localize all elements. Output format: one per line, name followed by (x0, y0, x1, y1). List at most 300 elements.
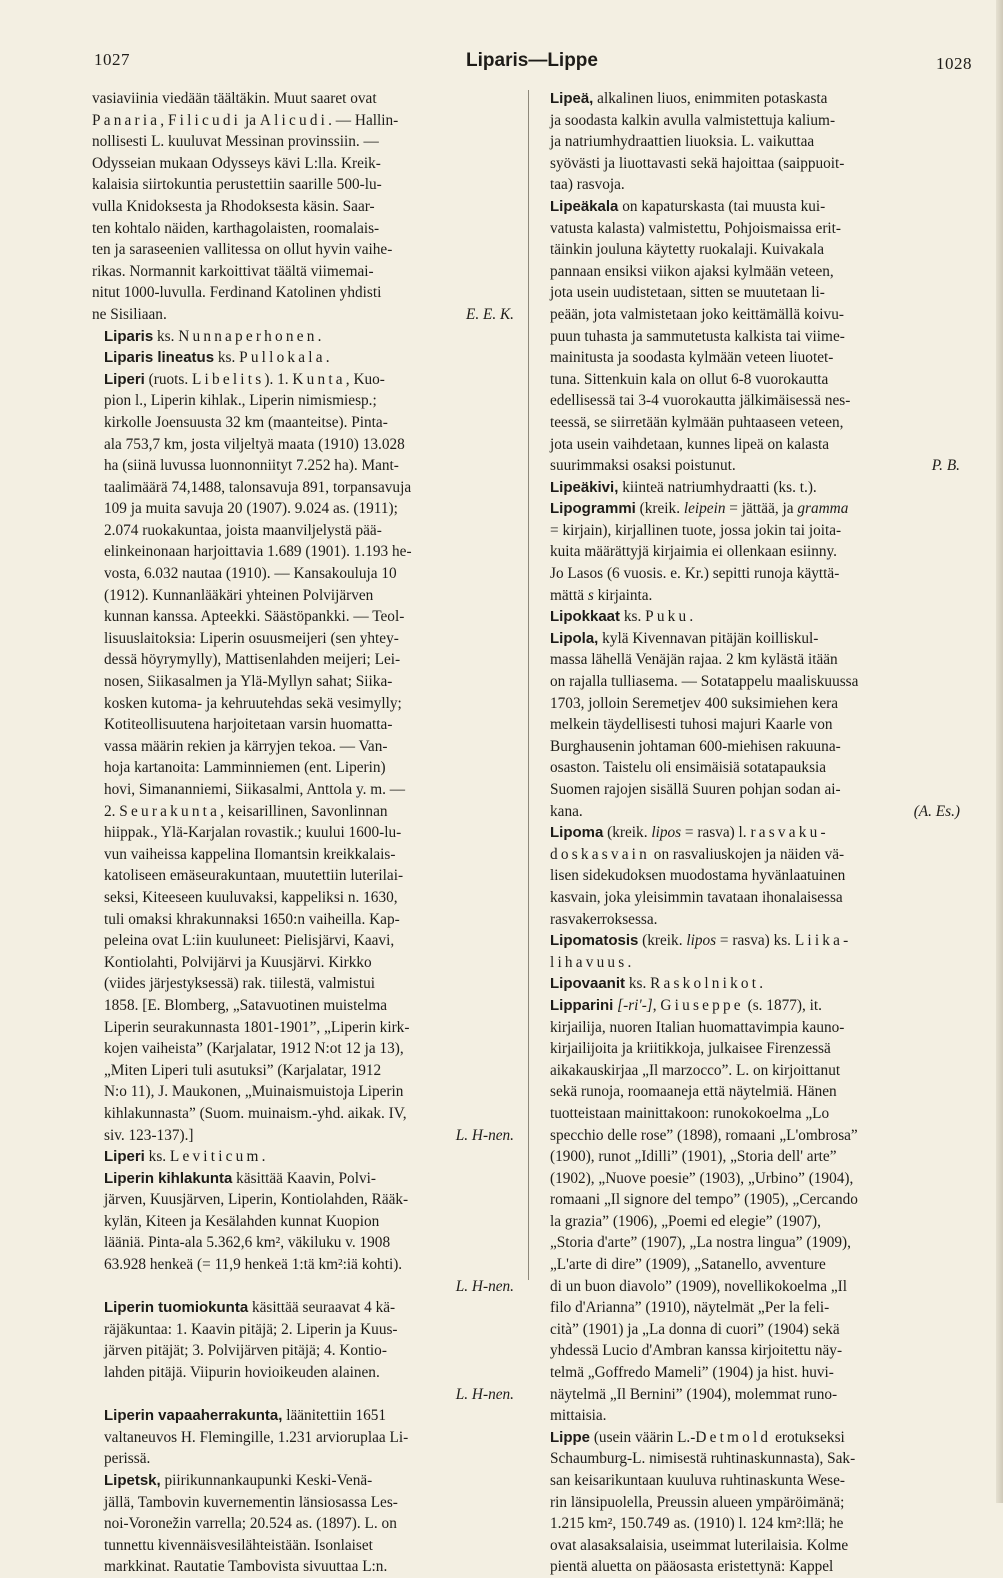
entry-paragraph (538, 1427, 966, 1578)
text-run: on rasvaliuskojen ja näiden vä- (649, 845, 845, 863)
text-run: pientä aluetta on pääosasta eristettynä: Kappel (550, 1558, 834, 1576)
text-line (92, 1276, 520, 1298)
text-run: markkinat. Rautatie Tambovista sivuuttaa L:n. (104, 1558, 388, 1576)
entry-headword: Lipoma (550, 824, 604, 842)
text-run: melkein täydellisesti tuhosi majuri Kaarle von (550, 716, 833, 734)
text-line (538, 1556, 966, 1578)
text-run: Panaria (92, 111, 161, 129)
text-line (92, 326, 520, 348)
text-line (538, 369, 966, 391)
text-run: Burghausenin johtaman 600-miehisen rakuuna- (550, 737, 841, 755)
text-line (538, 952, 966, 974)
entry-headword: Lipovaanit (550, 975, 626, 993)
text-line (92, 1405, 520, 1427)
text-line (538, 779, 966, 801)
text-run: kirjailijoita ja kriitikkoja, julkaisee Firenzessä (550, 1040, 831, 1058)
text-run: Odysseian mukaan Odysseys kävi L:lla. Kreik- (92, 154, 381, 172)
text-line (92, 779, 520, 801)
text-line (92, 1362, 520, 1384)
author-signature: L. H-nen. (455, 1385, 514, 1403)
text-run: rikas. Normannit karkoittivat täältä viimemai- (92, 262, 374, 280)
text-run: tunnettu kivennäisvesilähteistään. Isonlaiset (104, 1536, 373, 1554)
text-run: ja soodasta kalkin avulla valmistettuja kalium- (550, 111, 836, 129)
entry-headword: Liparis (104, 327, 154, 345)
text-line (92, 455, 520, 477)
text-run: ks. (625, 975, 651, 993)
text-line (538, 304, 966, 326)
text-line (538, 1254, 966, 1276)
entry-headword: Lipokkaat (550, 608, 621, 626)
text-run: hoja kartanoita: Lamminniemen (ent. Liperin) (104, 759, 386, 777)
text-run: Kunta (292, 370, 346, 388)
text-line (92, 347, 520, 369)
text-line (92, 1556, 520, 1578)
text-run: (1900), runot „Idilli” (1901), „Storia dell' arte” (550, 1148, 837, 1166)
author-signature: L. H-nen. (455, 1126, 514, 1144)
text-line (538, 131, 966, 153)
text-line (538, 736, 966, 758)
text-line (92, 1319, 520, 1341)
text-run: (kreik. (635, 500, 684, 518)
entry-paragraph (538, 822, 966, 930)
text-line (92, 1081, 520, 1103)
text-run: = jättää, ja (725, 500, 798, 518)
text-line (92, 930, 520, 952)
entry-headword: Liparis lineatus (104, 349, 215, 367)
entry-paragraph (538, 498, 966, 606)
text-line (92, 1060, 520, 1082)
text-run: Alicudi (259, 111, 329, 129)
text-run: suurimmaksi osaksi poistunut. (550, 457, 736, 475)
text-line (538, 844, 966, 866)
text-run: mittaisia. (550, 1407, 607, 1425)
text-line (538, 1038, 966, 1060)
entry-headword: Lipola, (550, 629, 599, 647)
text-line (538, 434, 966, 456)
text-run: ja natriumhydraattien liuoksia. L. vaikuttaa (550, 133, 815, 151)
text-run: vun vaiheissa kappelina Ilomantsin kreikkalais- (104, 845, 396, 863)
entry-headword: Lipeä, (550, 90, 594, 107)
text-run: ks. (144, 1148, 170, 1166)
text-line (92, 606, 520, 628)
text-run: (usein väärin L.- (590, 1428, 696, 1446)
text-run: ten kohtalo näiden, karthagolaisten, roomalais- (92, 219, 380, 237)
text-line (92, 1513, 520, 1535)
entry-headword: Lipetsk, (104, 1472, 161, 1489)
text-run: (s. 1877), it. (743, 996, 822, 1014)
text-line (92, 131, 520, 153)
text-run: lahden pitäjä. Viipurin hovioikeuden alainen. (104, 1364, 380, 1382)
entry-paragraph (538, 973, 966, 995)
text-line (538, 1405, 966, 1427)
text-run: peään, jota valmistetaan joko keittämällä koivu- (550, 305, 844, 323)
text-run: , (652, 996, 661, 1014)
text-run: kojen vaiheista” (Karjalatar, 1912 N:ot 12 ja 13), (104, 1040, 404, 1058)
text-run: täinkin jouluna käytetty ruokalaji. Kuivakala (550, 241, 824, 259)
text-run: specchio delle rose” (1898), romaani „L'ombrosa” (550, 1126, 858, 1144)
text-line (538, 218, 966, 240)
text-line (538, 174, 966, 196)
text-run: on kapaturskasta (tai muusta kui- (618, 197, 826, 215)
text-line (538, 1168, 966, 1190)
text-run: (kreik. (638, 932, 687, 950)
text-run: kiinteä natriumhydraatti (ks. t.). (618, 478, 817, 496)
text-line (92, 1340, 520, 1362)
text-line (92, 153, 520, 175)
text-run: erotukseksi (771, 1428, 845, 1446)
text-run: Filicudi (167, 111, 242, 129)
text-run: jota usein vaihdetaan, kunnes lipeä on kalasta (550, 435, 830, 453)
text-line (92, 369, 520, 391)
column-divider (528, 90, 529, 1280)
right-column (538, 88, 966, 1578)
text-run: lipos (651, 824, 682, 842)
text-line (92, 865, 520, 887)
entry-paragraph (92, 1405, 520, 1470)
text-run: taa) rasvoja. (550, 176, 625, 194)
text-run: 1703, jolloin Seremetjev 400 suksimiehen kera (550, 694, 839, 712)
text-line (538, 153, 966, 175)
text-run: taalimäärä 74,1488, talonsavuja 891, torpansavuja (104, 478, 412, 496)
text-line (538, 1340, 966, 1362)
text-line (92, 541, 520, 563)
text-line (92, 282, 520, 304)
text-run: vasiaviinia viedään täältäkin. Muut saaret ovat (92, 90, 377, 107)
text-line (538, 585, 966, 607)
text-line (92, 1297, 520, 1319)
text-line (92, 434, 520, 456)
text-run: kylän, Kiteen ja Kesälahden kunnat Kuopion (104, 1212, 380, 1230)
text-run: ja (241, 111, 260, 129)
text-run: . (759, 975, 764, 993)
text-run: lääniä. Pinta-ala 5.362,6 km², väkiluku v. 1908 (104, 1234, 391, 1252)
text-run: kirjailija, nuoren Italian huomattavimpia kauno- (550, 1018, 845, 1036)
text-run: Jo Lasos (6 vuosis. e. Kr.) sepitti runoja käyttä- (550, 565, 840, 583)
text-run: nollisesti L. kuuluvat Messinan provinssiin. — (92, 133, 379, 151)
text-line (538, 455, 966, 477)
text-run: alkalinen liuos, enimmiten potaskasta (593, 90, 828, 107)
entry-paragraph (92, 1168, 520, 1298)
text-line (538, 477, 966, 499)
text-line (538, 909, 966, 931)
text-run: kihlakunnasta” (Suom. muinaism.-yhd. aikak. IV, (104, 1104, 407, 1122)
text-line (538, 995, 966, 1017)
text-line (92, 196, 520, 218)
text-run: pion l., Liperin kihlak., Liperin nimismiesp.; (104, 392, 377, 410)
text-run: vulla Knidoksesta ja Rhodoksesta käsin. Saar- (92, 197, 375, 215)
text-run: = rasva) ks. (716, 932, 795, 950)
text-line (92, 1017, 520, 1039)
text-run: 2.074 ruokakuntaa, joista maanviljelystä pää- (104, 521, 382, 539)
text-line (92, 714, 520, 736)
entry-headword: Lipeäkivi, (550, 478, 619, 496)
text-run: noi-Voronežin varrella; 20.524 as. (1897). L. on (104, 1515, 397, 1533)
entry-paragraph (538, 930, 966, 973)
text-run: osaston. Taistelu oli ensimäisiä sotatapauksia (550, 759, 827, 777)
text-run: teessä, se siirretään kylmään puhtaaseen veteen, (550, 413, 844, 431)
text-line (538, 196, 966, 218)
text-run: piirikunnankaupunki Keski-Venä- (160, 1472, 373, 1489)
text-line (538, 1427, 966, 1449)
text-run: kylä Kivennavan pitäjän koilliskul- (598, 629, 819, 647)
text-line (538, 1232, 966, 1254)
entry-headword: Lipparini (550, 996, 614, 1014)
running-title: Liparis—Lippe (466, 50, 598, 71)
text-run: (kreik. (603, 824, 652, 842)
entry-headword: Lipogrammi (550, 500, 636, 518)
author-signature: (A. Es.) (913, 802, 960, 820)
text-line (92, 1232, 520, 1254)
text-run: ks. (214, 349, 240, 367)
text-line (538, 1297, 966, 1319)
text-run: aikakauskirjaa „Il marzocco”. L. on kirjoittanut (550, 1061, 841, 1079)
text-run: ks. (620, 608, 646, 626)
text-line (538, 498, 966, 520)
text-run: sekä runoja, roomaaneja että näytelmiä. Hänen (550, 1083, 837, 1101)
text-line (92, 498, 520, 520)
text-line (538, 261, 966, 283)
text-run: (viides järjestyksessä) rak. tiilestä, valmistui (104, 975, 376, 993)
text-line (538, 887, 966, 909)
text-line (538, 390, 966, 412)
entry-paragraph (92, 1297, 520, 1405)
text-run: cità” (1901) ja „La donna di cuori” (1904) sekä (550, 1320, 840, 1338)
text-line (538, 649, 966, 671)
text-line (92, 844, 520, 866)
text-run: . (689, 608, 694, 626)
text-run: „Storia d'arte” (1907), „La nostra lingua” (1909), (550, 1234, 851, 1252)
entry-paragraph (538, 628, 966, 822)
text-line (538, 1060, 966, 1082)
text-run: nitut 1000-luvulla. Ferdinand Katolinen yhdisti (92, 284, 382, 302)
entry-paragraph (92, 1146, 520, 1168)
text-run: leipein (683, 500, 726, 518)
text-run: 1.215 km², 150.749 as. (1910) l. 124 km²:llä; he (550, 1515, 844, 1533)
text-line (92, 887, 520, 909)
text-run: . (261, 1148, 266, 1166)
text-run: , (160, 111, 168, 129)
text-run: räjäkuntaa: 1. Kaavin pitäjä; 2. Liperin ja Kuus- (104, 1320, 398, 1338)
text-run: (1902), „Nuove poesie” (1903), „Urbino” (1904), (550, 1169, 854, 1187)
text-line (92, 1125, 520, 1147)
text-run: mättä (550, 586, 588, 604)
text-run: lisen sidekudoksen muodostama hyvänlaatuinen (550, 867, 846, 885)
text-run: hovi, Simananniemi, Siikasalmi, Anttola y. m. — (104, 781, 406, 798)
text-run: puun tuhasta ja sammutetusta kalkista tai viime- (550, 327, 845, 345)
text-run: = kirjain), kirjallinen tuote, jossa jokin tai joita- (550, 521, 842, 539)
text-run: lisuuslaitoksia: Liperin osuusmeijeri (sen yhtey- (104, 629, 399, 647)
text-run: rasvaku- (750, 824, 829, 842)
text-run: , keisarillinen, Savonlinnan (220, 802, 388, 820)
text-run: Kotiteollisuutena harjoitetaan varsin huomatta- (104, 716, 393, 734)
text-line (538, 973, 966, 995)
text-line (92, 671, 520, 693)
text-line (538, 606, 966, 628)
text-line (538, 1535, 966, 1557)
text-run: „Miten Liperi tuli asutuksi” (Karjalatar, 1912 (104, 1061, 382, 1079)
text-run: Nunnaperhonen (178, 327, 318, 345)
text-line (538, 520, 966, 542)
entry-paragraph (538, 995, 966, 1427)
text-line (92, 1427, 520, 1449)
text-line (92, 585, 520, 607)
text-run: seksi, Kiteeseen kuuluvaksi, kappeliksi n. 1630, (104, 888, 398, 906)
text-run: Pullokala (239, 349, 326, 367)
text-line (92, 995, 520, 1017)
text-run: Liika- (794, 932, 852, 950)
text-run: ala 753,7 km, josta viljeltyä maata (1910) 13.028 (104, 435, 405, 453)
text-run: Detmold (695, 1428, 772, 1446)
text-line (92, 261, 520, 283)
entry-paragraph (92, 347, 520, 369)
text-line (92, 736, 520, 758)
text-run: jällä, Tambovin kuvernementin länsiosassa Les- (104, 1493, 398, 1511)
text-line (92, 390, 520, 412)
text-run: ten ja saraseenien vallitessa on ollut hyvin vaihe- (92, 241, 393, 259)
text-run: 109 ja muita savuja 20 (1907). 9.024 as. (1911); (104, 500, 398, 518)
entry-headword: Liperin kihlakunta (104, 1169, 233, 1187)
author-signature: P. B. (931, 457, 960, 475)
text-run: elinkeinonaan harjoittavia 1.689 (1901). 1.193 he- (104, 543, 412, 561)
text-run: käsittää Kaavin, Polvi- (232, 1169, 376, 1187)
text-run: näytelmä „Il Bernini” (1904), molemmat runo- (550, 1385, 838, 1403)
text-run: san keisarikuntaan kuuluva ruhtinaskunta Wese- (550, 1472, 845, 1489)
text-run: ks. (153, 327, 179, 345)
text-run: rin länsipuolella, Preussin alueen ympäröimänä; (550, 1493, 845, 1511)
entry-paragraph (538, 477, 966, 499)
text-line (92, 477, 520, 499)
text-line (538, 1384, 966, 1406)
text-line (92, 412, 520, 434)
text-line (538, 714, 966, 736)
text-line (538, 347, 966, 369)
text-run: käsittää seuraavat 4 kä- (248, 1299, 396, 1317)
text-line (92, 520, 520, 542)
entry-paragraph (92, 369, 520, 1146)
text-run: Libelits (192, 370, 265, 388)
text-line (538, 563, 966, 585)
text-line (538, 1276, 966, 1298)
text-run: doskasvain (550, 845, 650, 863)
text-line (92, 1146, 520, 1168)
entry-headword: Liperin tuomiokunta (104, 1299, 249, 1317)
text-line (538, 1513, 966, 1535)
text-run: N:o 11), J. Maukonen, „Muinaismuistoja Liperin (104, 1083, 404, 1101)
text-run: (1912). Kunnanlääkäri yhteinen Polvijärven (104, 586, 374, 604)
text-line (538, 757, 966, 779)
text-line (538, 865, 966, 887)
text-run: kirkolle Joensuusta 32 km (maanteitse). Pinta- (104, 413, 388, 431)
text-run: . — Hallin- (328, 111, 399, 129)
text-line (538, 1448, 966, 1470)
text-run: Puku (645, 608, 690, 626)
entry-headword: Lipomatosis (550, 932, 639, 950)
text-run: Schaumburg-L. nimisestä ruhtinaskunnasta), Sak- (550, 1450, 856, 1468)
text-line (92, 1384, 520, 1406)
text-run: . (325, 349, 330, 367)
text-run: vassa määrin rekien ja kärryjen tekoa. — Van- (104, 737, 388, 755)
entry-headword: Lipeäkala (550, 197, 619, 215)
text-run: massa lähellä Venäjän rajaa. 2 km kylästä itään (550, 651, 838, 669)
text-line (538, 693, 966, 715)
text-run: järven pitäjät; 3. Polvijärven pitäjä; 4. Kontio- (104, 1342, 387, 1360)
text-line (92, 218, 520, 240)
left-column (92, 88, 520, 1578)
text-run: Leviticum (169, 1148, 262, 1166)
text-run: tuli omaksi khrakunnaksi 1650:n vaiheilla. Kap- (104, 910, 400, 928)
text-run: läänitettiin 1651 (282, 1407, 387, 1425)
text-line (538, 1362, 966, 1384)
text-run: Seurakunta (119, 802, 221, 820)
text-run: „L'arte di dire” (1909), „Satanello, avventure (550, 1256, 826, 1274)
text-run: filo d'Arianna” (1910), näytelmät „Per la feli- (550, 1299, 830, 1317)
text-line (92, 822, 520, 844)
text-line (538, 412, 966, 434)
text-run: järven, Kuusjärven, Liperin, Kontiolahden, Rääk- (104, 1191, 409, 1209)
text-run: hiippak., Ylä-Karjalan rovastik.; kuului 1600-lu- (104, 824, 402, 842)
text-run: (ruots. (144, 370, 193, 388)
text-line (538, 1146, 966, 1168)
page-header (92, 50, 972, 78)
text-run: syövästi ja liuottavasti sekä hajoittaa (saippuoit- (550, 154, 845, 172)
text-line (92, 1448, 520, 1470)
text-line (92, 628, 520, 650)
text-line (92, 1211, 520, 1233)
text-line (538, 1081, 966, 1103)
text-run: Kontiolahti, Polvijärvi ja Kuusjärvi. Kirkko (104, 953, 372, 971)
text-run: vatusta kalasta) valmistettu, Pohjoismaissa erit- (550, 219, 842, 237)
text-line (538, 1103, 966, 1125)
text-run: Suomen rajojen sisällä Suuren pohjan sodan ai- (550, 781, 841, 798)
text-line (538, 930, 966, 952)
text-run: rasvakerroksessa. (550, 910, 658, 928)
text-run: telmä „Goffredo Mameli” (1904) ja hist. huvi- (550, 1364, 834, 1382)
text-line (538, 88, 966, 110)
text-run: 63.928 henkeä (= 11,9 henkeä 1:tä km²:iä kohti). (104, 1256, 403, 1274)
author-signature: E. E. K. (465, 305, 514, 323)
text-run: Raskolnikot (650, 975, 760, 993)
text-line (92, 1038, 520, 1060)
text-line (92, 693, 520, 715)
text-run: Liperin seurakunnasta 1801-1901”, „Liperin kirk- (104, 1018, 410, 1036)
text-run: dessä höyrymylly), Mattisenlahden meijeri; Lei- (104, 651, 401, 669)
text-run: . (317, 327, 322, 345)
text-line (538, 1319, 966, 1341)
entry-paragraph (538, 196, 966, 477)
text-run: kasvain, joka yleisimmin tavataan ihonalaisessa (550, 888, 843, 906)
text-run: . (627, 953, 632, 971)
text-line (92, 1470, 520, 1492)
text-run: [-ri'-] (617, 996, 653, 1014)
text-line (538, 110, 966, 132)
text-run: gramma (797, 500, 849, 518)
text-run: = rasva) l. (681, 824, 751, 842)
text-run: la grazia” (1906), „Poemi ed elegie” (1907), (550, 1212, 821, 1230)
text-run: romaani „Il signore del tempo” (1905), „Cercando (550, 1191, 858, 1209)
text-line (92, 952, 520, 974)
text-run: kana. (550, 802, 583, 820)
text-run: tuna. Sittenkuin kala on ollut 6-8 vuorokautta (550, 370, 829, 388)
text-run: kirjainta. (593, 586, 653, 604)
text-line (538, 1470, 966, 1492)
text-line (92, 563, 520, 585)
text-line (92, 239, 520, 261)
text-run: mainitusta ja soodasta kylmään veteen liuotet- (550, 349, 834, 367)
text-line (92, 88, 520, 110)
text-run: s (587, 586, 594, 604)
entry-paragraph (538, 88, 966, 196)
text-run: tuotteistaan mainittakoon: runokokoelma „Lo (550, 1104, 830, 1122)
